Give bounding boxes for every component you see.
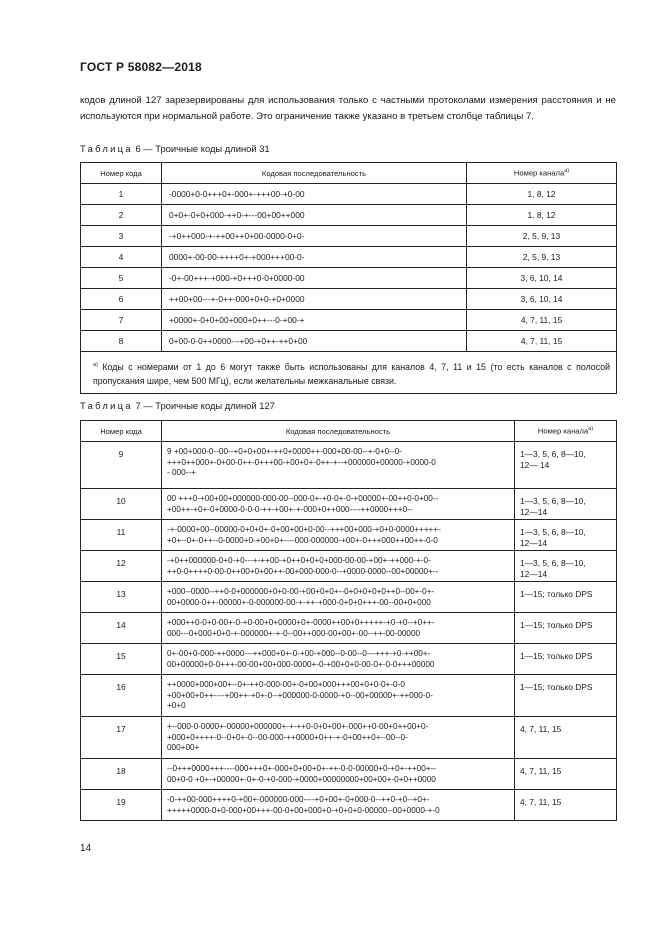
channel-line: 1—15; только DPS — [520, 651, 593, 661]
code-number: 9 — [81, 442, 162, 489]
table-row — [81, 289, 617, 310]
table-row — [81, 310, 617, 331]
table-row — [81, 442, 617, 489]
channel-number — [515, 675, 617, 717]
code-number: 14 — [81, 613, 162, 644]
channel-line: 1—3, 5, 6, 8—10, — [520, 527, 586, 537]
table-row — [81, 184, 617, 205]
table7-caption — [80, 400, 275, 411]
table-row — [81, 226, 617, 247]
table-row — [81, 551, 617, 582]
channel-number — [515, 644, 617, 675]
code-number: 19 — [81, 790, 162, 821]
table6-note — [81, 352, 617, 394]
code-sequence — [162, 582, 515, 613]
code-number: 17 — [81, 717, 162, 759]
sequence-line: 9 +00+000-0--00--+0+0+00+-++0+0000++-000+00-00--+-0+0--0- — [167, 447, 402, 456]
channel-number: 1, 8, 12 — [467, 205, 617, 226]
table-row — [81, 582, 617, 613]
table6-note-sup: а) — [93, 362, 98, 368]
table6-note-text: Коды с номерами от 1 до 6 могут также быть использованы для каналов 4, 7, 11 и 15 (то есть каналов с полосой пропускания шире, чем 500 МГц), если желательны межканальные связи. — [93, 361, 610, 386]
code-sequence — [162, 613, 515, 644]
sequence-line: -0-++00-000++++0-+00+-000000-000----+0+00+-0+000-0--++0-+0--+0+- — [167, 795, 430, 804]
code-sequence: 0+0+-0+0+000-++0-+---00+00++000 — [162, 205, 467, 226]
code-sequence: -0000+0-0+++0+-000+-+++00-+0-00 — [162, 184, 467, 205]
channel-number — [515, 790, 617, 821]
channel-line: 1—15; только DPS — [520, 589, 593, 599]
table6-header-chan — [467, 163, 617, 184]
table7-caption-text: 7 — Троичные коды длиной 127 — [135, 400, 275, 411]
channel-number: 4, 7, 11, 15 — [467, 310, 617, 331]
code-number: 8 — [81, 331, 162, 352]
code-sequence: +0000+-0+0+00+000+0++---0-+00-+ — [162, 310, 467, 331]
sequence-line: +++0++000+-0+00-0++-0+++00-+00+0+-0++-+--+000000+00000-+0000-0 — [167, 457, 436, 467]
channel-line: 1—3, 5, 6, 8—10, — [520, 449, 586, 459]
table7-header-seq: Кодовая последовательность — [162, 421, 515, 442]
sequence-line: +0+0 — [167, 701, 186, 710]
channel-line: 1—15; только DPS — [520, 620, 593, 630]
channel-number: 2, 5, 9, 13 — [467, 247, 617, 268]
table6-note-row — [81, 352, 617, 394]
channel-number — [515, 613, 617, 644]
table6 — [80, 162, 617, 394]
code-number: 4 — [81, 247, 162, 268]
intro-paragraph: кодов длиной 127 зарезервированы для использования только с частными протоколами измерения расстояния и не используются при нормальной работе. Это ограничение также указано в третьем столбце таблицы 7. — [80, 95, 616, 122]
channel-line: 1—15; только DPS — [520, 682, 593, 692]
code-number: 3 — [81, 226, 162, 247]
table7 — [80, 420, 617, 821]
channel-line: 4, 7, 11, 15 — [520, 766, 562, 776]
code-sequence — [162, 520, 515, 551]
table-row — [81, 759, 617, 790]
code-number: 16 — [81, 675, 162, 717]
sequence-line: -+-0000+00--00000-0+0+0+-0+00+00+0-00--+++00+000-+0+0-0000+++++- — [167, 525, 441, 534]
channel-line: 12— 14 — [520, 459, 550, 470]
sequence-line: +++++0000-0+0-000+00+++-00-0+00+000+0-+0+0+0-00000--00+0000-+-0 — [167, 805, 440, 815]
table6-header-chan-label: Номер канала — [513, 168, 565, 178]
channel-line: 12—14 — [520, 568, 548, 579]
code-sequence — [162, 790, 515, 821]
code-number: 12 — [81, 551, 162, 582]
channel-line: 12—14 — [520, 537, 548, 548]
code-sequence: 0+00-0-0++0000---+00-+0++-++0+00 — [162, 331, 467, 352]
sequence-line: - 000--+ — [167, 468, 196, 477]
code-number: 2 — [81, 205, 162, 226]
sequence-line: 00 +++0-+00+00+000000-000-00--000-0+-+0-0+-0-+00000+-00++0-0+00-- — [167, 494, 439, 503]
sequence-line: 0+-00+0-000-++0000---++000+0+-0-+00-+000--0-00--0---+++-+0-++00+- — [167, 649, 431, 658]
channel-number — [515, 717, 617, 759]
code-number: 13 — [81, 582, 162, 613]
table7-header-chan-sup: а) — [588, 426, 594, 433]
sequence-line: +0+--0+-0++--0-0000+0-+00+0+----000-000000-+00+-0+++000++00++-0-0 — [167, 535, 438, 545]
table-row — [81, 717, 617, 759]
table-row — [81, 489, 617, 520]
table-row — [81, 247, 617, 268]
table7-header-chan-label: Номер канала — [537, 426, 589, 436]
channel-number: 4, 7, 11, 15 — [467, 331, 617, 352]
channel-number — [515, 551, 617, 582]
table6-body — [81, 184, 617, 352]
channel-line: 1—3, 5, 6, 8—10, — [520, 496, 586, 506]
code-number: 11 — [81, 520, 162, 551]
table6-header-num: Номер кода — [81, 163, 162, 184]
table7-header-chan — [515, 421, 617, 442]
channel-number: 3, 6, 10, 14 — [467, 268, 617, 289]
code-sequence — [162, 759, 515, 790]
sequence-line: ++0-0++++0-00-0++00+0+00++-00+000-000-0--+0000-0000--00+00000+-- — [167, 566, 439, 576]
channel-line: 1—3, 5, 6, 8—10, — [520, 558, 586, 568]
table-row — [81, 644, 617, 675]
channel-number: 3, 6, 10, 14 — [467, 289, 617, 310]
code-number: 18 — [81, 759, 162, 790]
channel-number: 1, 8, 12 — [467, 184, 617, 205]
table6-caption-word: Таблица — [80, 143, 133, 154]
code-number: 6 — [81, 289, 162, 310]
code-sequence: 0000+-00-00-++++0+-+000+++00-0- — [162, 247, 467, 268]
sequence-line: 00+0000-0++-00000+-0-000000-00-+-++-+000-0+0+0+++-00--00+0+000 — [167, 597, 431, 607]
sequence-line: +00+00+0++----+00++-+0+-0--+000000-0-0000-+0--00+00000+-++000-0- — [167, 690, 433, 700]
channel-line: 4, 7, 11, 15 — [520, 797, 562, 807]
code-sequence — [162, 675, 515, 717]
page-number: 14 — [80, 843, 92, 854]
table-row — [81, 790, 617, 821]
channel-number — [515, 442, 617, 489]
table6-header-seq: Кодовая последовательность — [162, 163, 467, 184]
table6-caption — [80, 143, 270, 154]
sequence-line: 00+00000+0-0+++-00-00+00+000-0000+-0-+00+0+0-00-0+-0-0+++00000 — [167, 659, 435, 669]
table7-header-num: Номер кода — [81, 421, 162, 442]
channel-number — [515, 520, 617, 551]
table-row — [81, 331, 617, 352]
code-sequence — [162, 551, 515, 582]
channel-number — [515, 489, 617, 520]
table7-caption-word: Таблица — [80, 400, 133, 411]
table-row — [81, 268, 617, 289]
table-row — [81, 520, 617, 551]
sequence-line: +--000-0-0000+-00000+000000+-+-++0-0+0+00+-000++0-00+0++00+0- — [167, 722, 429, 731]
code-sequence — [162, 644, 515, 675]
sequence-line: 00+0-0 +0+-+00000+-0+-0-+0-000-+0000+00000000+00+00+-0+0++0000 — [167, 774, 436, 784]
sequence-line: 000---0+000+0+0-+-000000+-+-0--00++000-00+00+-00--++-00-00000 — [167, 628, 421, 638]
channel-number — [515, 582, 617, 613]
table-row — [81, 613, 617, 644]
channel-number — [515, 759, 617, 790]
code-sequence: -+0++000-+-++00++0+00-0000-0+0- — [162, 226, 467, 247]
table6-header-chan-sup: а) — [564, 168, 570, 175]
code-number: 5 — [81, 268, 162, 289]
table6-caption-text: 6 — Троичные коды длиной 31 — [135, 143, 270, 154]
sequence-line: --0+++0000+++----000+++0+-000+0+00+0+-++-0-0-00000+0-+0+-++00+-- — [167, 764, 437, 773]
standard-header: ГОСТ Р 58082—2018 — [80, 60, 202, 74]
table-row — [81, 675, 617, 717]
code-sequence — [162, 489, 515, 520]
sequence-line: 000+00+ — [167, 743, 200, 752]
code-number: 7 — [81, 310, 162, 331]
code-sequence: -0+-00+++-+000-+0+++0-0+0000-00 — [162, 268, 467, 289]
sequence-line: +000--0000--++0-0+000000+0+0-00-+00+0+0+--0+0+0+0+0++0--00+-0+- — [167, 587, 435, 596]
code-sequence — [162, 717, 515, 759]
sequence-line: +00++-+0+-0+0000-0-0-0-++-+00+-+-000+0++000----++0000+++0-- — [167, 504, 413, 514]
code-number: 15 — [81, 644, 162, 675]
channel-line: 4, 7, 11, 15 — [520, 724, 562, 734]
code-sequence — [162, 442, 515, 489]
channel-line: 12—14 — [520, 506, 548, 517]
channel-number: 2, 5, 9, 13 — [467, 226, 617, 247]
sequence-line: +000++0-0+0-00+-0-+0-00+0+0000+0+-0000++00+0+++++-+0-+0--+0++- — [167, 618, 435, 627]
table-row — [81, 205, 617, 226]
sequence-line: -+0++000000-0+0-+0---+-++00-+0++0+0+0+000-00-00-+00+-++000-+-0- — [167, 556, 431, 565]
code-number: 1 — [81, 184, 162, 205]
sequence-line: +000+0++++-0--0+0+-0--00-000-++0000+0++-+-0+00++0+--00--0- — [167, 732, 408, 742]
code-number: 10 — [81, 489, 162, 520]
sequence-line: ++0000+000+00+--0+-++0-000-00+-0+00+000+++00+0+0-0+-0-0 — [167, 680, 405, 689]
code-sequence: ++00+00---+-0++-000+0+0-+0+0000 — [162, 289, 467, 310]
table7-body — [81, 442, 617, 821]
